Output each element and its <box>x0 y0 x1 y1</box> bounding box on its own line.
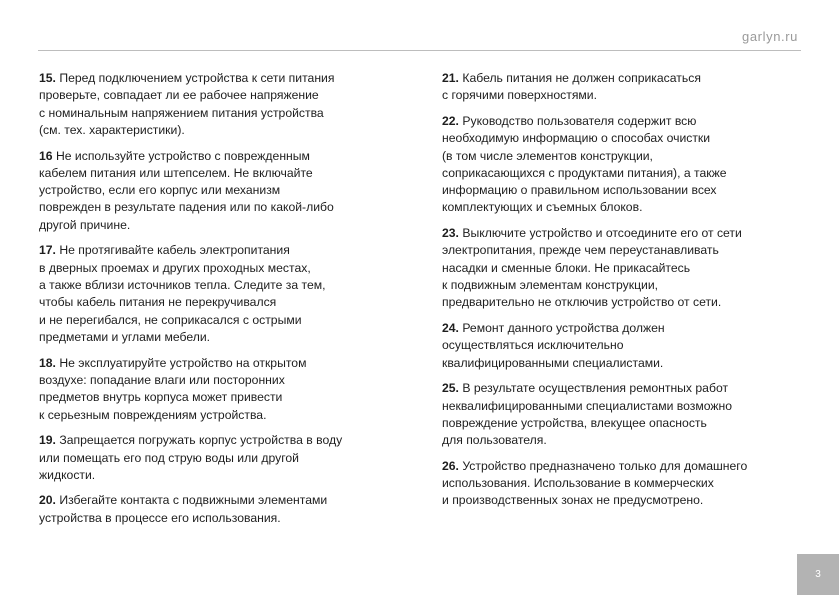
instruction-line <box>442 458 807 475</box>
line-text: и производственных зонах не предусмотрено. <box>442 493 704 508</box>
instruction-line <box>442 320 807 337</box>
line-text: жидкости. <box>39 467 96 482</box>
instruction-line <box>39 70 404 87</box>
line-text: Руководство пользователя содержит всю <box>462 113 697 128</box>
left-column <box>39 70 404 535</box>
line-text: комплектующих и съемных блоков. <box>442 200 643 215</box>
instruction-line <box>39 467 404 484</box>
line-text: Запрещается погружать корпус устройства в воду <box>59 433 343 448</box>
instruction-line <box>39 277 404 294</box>
line-text: Не протягивайте кабель электропитания <box>59 243 290 258</box>
line-text: Устройство предназначено только для домашнего <box>462 458 748 473</box>
line-text: квалифицированными специалистами. <box>442 355 664 370</box>
line-text: электропитания, прежде чем переустанавливать <box>442 243 719 258</box>
item-number: 21. <box>442 71 459 85</box>
line-text: устройства в процессе его использования. <box>39 510 281 525</box>
line-text: предметами и углами мебели. <box>39 329 211 344</box>
instruction-line <box>39 87 404 104</box>
line-text: В результате осуществления ремонтных работ <box>462 381 729 396</box>
line-text: чтобы кабель питания не перекручивался <box>39 295 277 310</box>
line-text: предварительно не отключив устройство от сети. <box>442 295 722 310</box>
instruction-line <box>442 242 807 259</box>
instruction-line <box>442 225 807 242</box>
instruction-line <box>39 450 404 467</box>
instruction-line <box>442 260 807 277</box>
line-text: Выключите устройство и отсоедините его от сети <box>462 226 742 241</box>
header-divider <box>38 50 801 51</box>
instruction-line <box>442 432 807 449</box>
line-text: Ремонт данного устройства должен <box>462 321 665 336</box>
instruction-line <box>39 165 404 182</box>
instruction-line <box>39 105 404 122</box>
line-text: (в том числе элементов конструкции, <box>442 148 653 163</box>
line-text: соприкасающихся с продуктами питания), а также <box>442 165 727 180</box>
item-number: 22. <box>442 113 459 128</box>
instruction-line <box>442 492 807 509</box>
line-text: насадки и сменные блоки. Не прикасайтесь <box>442 260 691 275</box>
instruction-line <box>442 380 807 397</box>
item-number: 18. <box>39 355 56 370</box>
instruction-item <box>442 225 807 311</box>
line-text: к подвижным элементам конструкции, <box>442 278 659 293</box>
instruction-line <box>442 199 807 216</box>
instruction-item <box>442 380 807 449</box>
instruction-line <box>39 407 404 424</box>
item-number: 24. <box>442 321 459 336</box>
line-text: воздухе: попадание влаги или посторонних <box>39 372 285 387</box>
instruction-line <box>39 312 404 329</box>
item-number: 16 <box>39 148 53 163</box>
line-text: Кабель питания не должен соприкасаться <box>462 71 701 85</box>
instruction-line <box>442 355 807 372</box>
line-text: с горячими поверхностями. <box>442 88 597 103</box>
line-text: другой причине. <box>39 217 131 232</box>
instruction-item <box>442 458 807 510</box>
instruction-line <box>39 432 404 449</box>
item-number: 15. <box>39 71 56 85</box>
instruction-line <box>39 217 404 234</box>
line-text: информацию о правильном использовании всех <box>442 183 717 198</box>
instruction-item <box>39 242 404 346</box>
instruction-line <box>39 510 404 527</box>
line-text: а также вблизи источников тепла. Следите за тем, <box>39 278 326 293</box>
instruction-line <box>442 294 807 311</box>
instruction-line <box>442 277 807 294</box>
instruction-line <box>39 260 404 277</box>
page-number: 3 <box>815 569 821 580</box>
instruction-line <box>442 398 807 415</box>
instruction-item <box>39 355 404 424</box>
page-number-box <box>797 554 839 595</box>
instruction-line <box>39 492 404 509</box>
line-text: с номинальным напряжением питания устройства <box>39 105 324 120</box>
instruction-line <box>442 87 807 104</box>
instruction-item <box>442 70 807 105</box>
right-column <box>442 70 807 518</box>
line-text: Не эксплуатируйте устройство на открытом <box>59 355 307 370</box>
instruction-line <box>39 182 404 199</box>
line-text: поврежден в результате падения или по какой-либо <box>39 200 334 215</box>
line-text: осуществляться исключительно <box>442 338 624 353</box>
item-number: 17. <box>39 243 56 258</box>
line-text: и не перегибался, не соприкасался с острыми <box>39 312 302 327</box>
instruction-line <box>442 148 807 165</box>
instruction-line <box>39 148 404 165</box>
instruction-line <box>39 329 404 346</box>
line-text: (см. тех. характеристики). <box>39 122 185 137</box>
line-text: Избегайте контакта с подвижными элементами <box>59 493 328 508</box>
item-number: 23. <box>442 226 459 241</box>
instruction-line <box>442 182 807 199</box>
instruction-line <box>39 355 404 372</box>
line-text: повреждение устройства, влекущее опасность <box>442 415 707 430</box>
line-text: в дверных проемах и других проходных местах, <box>39 260 311 275</box>
item-number: 26. <box>442 458 459 473</box>
instruction-item <box>39 148 404 234</box>
line-text: для пользователя. <box>442 433 547 448</box>
instruction-line <box>442 70 807 87</box>
line-text: необходимую информацию о способах очистки <box>442 131 711 146</box>
instruction-item <box>442 320 807 372</box>
item-number: 20. <box>39 493 56 508</box>
instruction-item <box>39 70 404 139</box>
item-number: 19. <box>39 433 56 448</box>
instruction-line <box>39 372 404 389</box>
instruction-item <box>39 492 404 527</box>
line-text: предметов внутрь корпуса может привести <box>39 390 283 405</box>
instruction-line <box>39 199 404 216</box>
instruction-line <box>442 337 807 354</box>
line-text: к серьезным повреждениям устройства. <box>39 407 267 422</box>
instruction-line <box>442 130 807 147</box>
instruction-line <box>442 415 807 432</box>
instruction-line <box>39 242 404 259</box>
instruction-item <box>39 432 404 484</box>
line-text: кабелем питания или штепселем. Не включайте <box>39 165 313 180</box>
item-number: 25. <box>442 381 459 396</box>
site-url-label: garlyn.ru <box>742 29 798 44</box>
line-text: использования. Использование в коммерческих <box>442 476 714 491</box>
line-text: Перед подключением устройства к сети питания <box>59 71 335 85</box>
line-text: проверьте, совпадает ли ее рабочее напряжение <box>39 88 319 103</box>
instruction-line <box>39 389 404 406</box>
instruction-item <box>442 113 807 217</box>
instruction-line <box>442 165 807 182</box>
instruction-line <box>39 122 404 139</box>
instruction-line <box>39 294 404 311</box>
instruction-line <box>442 113 807 130</box>
line-text: устройство, если его корпус или механизм <box>39 183 281 198</box>
instruction-line <box>442 475 807 492</box>
line-text: Не используйте устройство с поврежденным <box>55 148 310 163</box>
line-text: или помещать его под струю воды или другой <box>39 450 299 465</box>
line-text: неквалифицированными специалистами возможно <box>442 398 733 413</box>
